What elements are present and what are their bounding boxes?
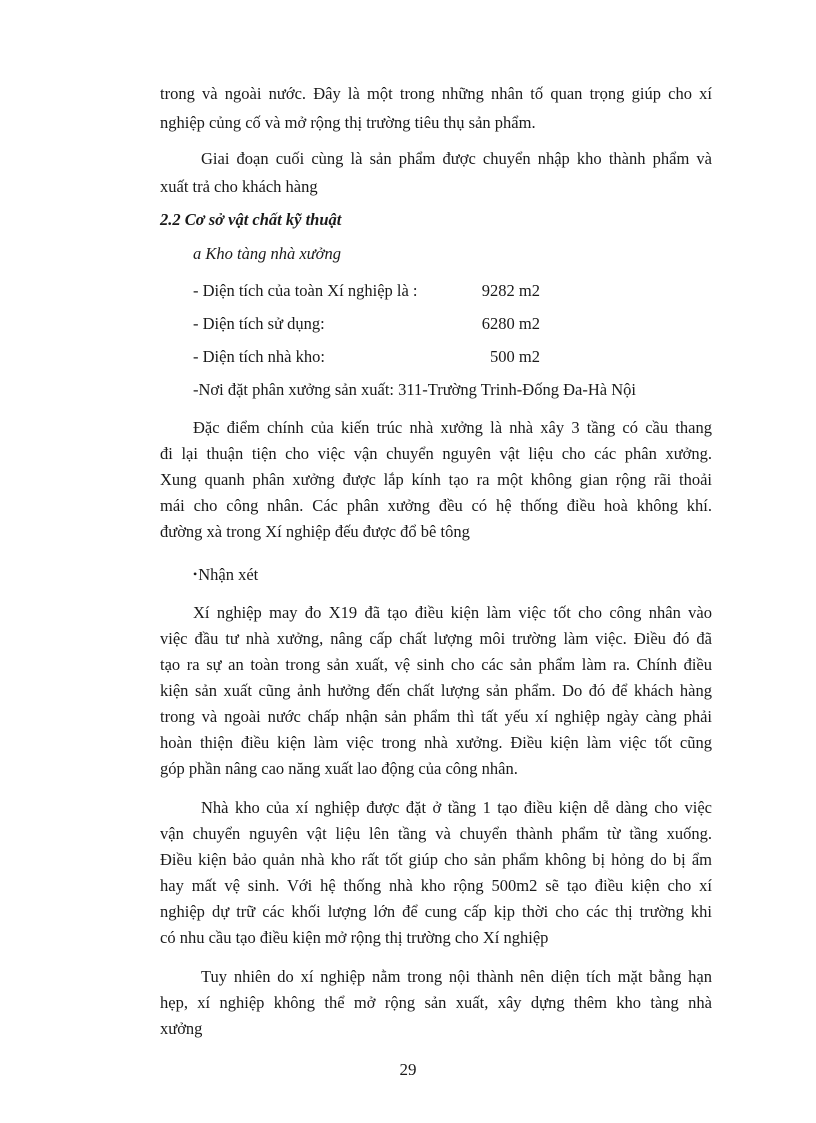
- paragraph-line: xuất trả cho khách hàng: [160, 177, 318, 196]
- paragraph-line: có nhu cầu tạo điều kiện mở rộng thị trường cho Xí nghiệp: [160, 928, 549, 947]
- paragraph-line: vận chuyển nguyên vật liệu lên tầng và chuyển thành phẩm từ tầng xuống.: [160, 824, 712, 843]
- paragraph-line: Xí nghiệp may đo X19 đã tạo điều kiện làm việc tốt cho công nhân vào: [193, 603, 712, 622]
- paragraph-line: Xung quanh phân xưởng được lắp kính tạo ra một không gian rộng rãi thoải: [160, 470, 712, 489]
- paragraph-line: Tuy nhiên do xí nghiệp nằm trong nội thành nên diện tích mặt bằng hạn: [201, 967, 712, 986]
- paragraph-line: nghiệp dự trữ các khối lượng lớn để cung cấp kịp thời cho các thị trường khi: [160, 902, 712, 921]
- paragraph-line: góp phần nâng cao năng xuất lao động của công nhân.: [160, 759, 518, 778]
- section-heading: 2.2 Cơ sở vật chất kỹ thuật: [160, 210, 342, 229]
- fact-value: 6280 m2: [481, 314, 540, 333]
- paragraph-line: nghiệp củng cố và mở rộng thị trường tiêu thụ sản phẩm.: [160, 113, 536, 132]
- paragraph-line: Nhà kho của xí nghiệp được đặt ở tầng 1 tạo điều kiện dễ dàng cho việc: [201, 798, 712, 817]
- fact-label: - Diện tích của toàn Xí nghiệp là :: [193, 281, 418, 300]
- paragraph-line: Đặc điểm chính của kiến trúc nhà xưởng là nhà xây 3 tầng có cầu thang: [193, 418, 712, 437]
- bullet-text: Nhận xét: [198, 565, 259, 584]
- fact-row: [193, 281, 745, 301]
- paragraph-line: đi lại thuận tiện cho việc vận chuyển nguyên vật liệu cho các phân xưởng.: [160, 444, 712, 463]
- paragraph-line: trong và ngoài nước. Đây là một trong những nhân tố quan trọng giúp cho xí: [160, 84, 712, 103]
- subsection-heading: a Kho tàng nhà xưởng: [193, 244, 341, 263]
- paragraph-line: hẹp, xí nghiệp không thể mở rộng sản xuất, xây dựng thêm kho tàng nhà: [160, 993, 712, 1012]
- paragraph-line: việc đầu tư nhà xưởng, nâng cấp chất lượng môi trường làm việc. Điều đó đã: [160, 629, 712, 648]
- paragraph-line: hoàn thiện điều kiện làm việc trong nhà xưởng. Điều kiện làm việc tốt cũng: [160, 733, 712, 752]
- paragraph-line: tạo ra sự an toàn trong sản xuất, vệ sinh cho các sản phẩm làm ra. Chính điều: [160, 655, 712, 674]
- paragraph-line: xưởng: [160, 1019, 203, 1038]
- fact-row: [193, 314, 745, 334]
- fact-label: - Diện tích sử dụng:: [193, 314, 325, 333]
- fact-value: 500 m2: [490, 347, 540, 366]
- fact-row: [193, 347, 745, 367]
- paragraph-line: kiện sản xuất cũng ảnh hưởng đến chất lượng sản phẩm. Do đó để khách hàng: [160, 681, 712, 700]
- paragraph-line: Giai đoạn cuối cùng là sản phẩm được chuyển nhập kho thành phẩm và: [201, 149, 712, 168]
- fact-value: 9282 m2: [481, 281, 540, 300]
- paragraph-line: Điều kiện bảo quản nhà kho rất tốt giúp cho sản phẩm không bị hỏng do bị ẩm: [160, 850, 712, 869]
- paragraph-line: hay mất vệ sinh. Với hệ thống nhà kho rộng 500m2 sẽ tạo điều kiện cho xí: [160, 876, 712, 895]
- bullet-icon: •: [193, 567, 198, 581]
- paragraph-line: đường xà trong Xí nghiệp đếu được đổ bê tông: [160, 522, 470, 541]
- paragraph-line: trong và ngoài nước chấp nhận sản phẩm thì tất yếu xí nghiệp ngày càng phải: [160, 707, 712, 726]
- page-number: 29: [399, 1060, 417, 1079]
- fact-label: - Diện tích nhà kho:: [193, 347, 325, 366]
- paragraph-line: mái cho công nhân. Các phân xưởng đều có hệ thống điều hoà không khí.: [160, 496, 712, 515]
- paragraph-line: -Nơi đặt phân xưởng sản xuất: 311-Trường Trinh-Đống Đa-Hà Nội: [193, 380, 636, 399]
- bullet-item: [193, 565, 745, 586]
